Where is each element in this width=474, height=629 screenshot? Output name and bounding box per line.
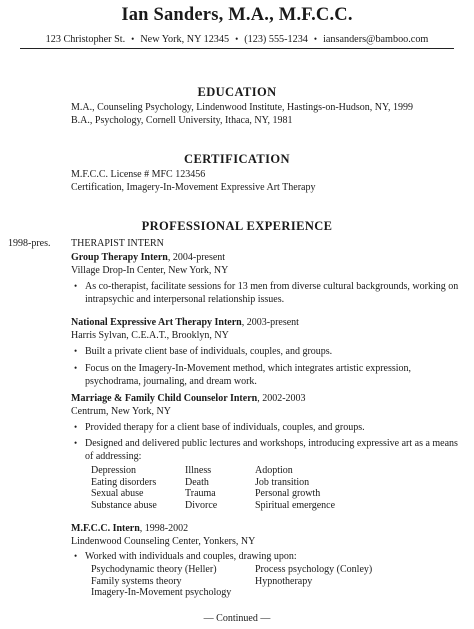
job-place: Centrum, New York, NY	[71, 406, 171, 417]
bullet-separator-icon: •	[235, 34, 239, 44]
job-place: Lindenwood Counseling Center, Yonkers, NY	[71, 536, 256, 547]
topic-item: Depression	[91, 465, 136, 476]
list-item	[71, 280, 466, 306]
education-heading: EDUCATION	[197, 85, 277, 99]
contact-email[interactable]: iansanders@bamboo.com	[323, 34, 429, 45]
experience-dates: 1998-pres.	[8, 238, 51, 249]
topic-item: Sexual abuse	[91, 488, 144, 499]
topic-item: Imagery-In-Movement psychology	[91, 587, 232, 598]
bullet-separator-icon: •	[131, 34, 135, 44]
job-family-counselor	[71, 392, 466, 513]
topic-item: Illness	[185, 465, 212, 476]
topic-item: Substance abuse	[91, 499, 157, 511]
certification-line: Certification, Imagery-In-Movement Expressive Art Therapy	[71, 182, 316, 193]
contact-line	[0, 34, 474, 45]
topic-item: Eating disorders	[91, 476, 157, 488]
bullet-icon: •	[74, 281, 78, 291]
job-art-therapy	[71, 316, 466, 388]
topic-item: Spiritual emergence	[255, 499, 336, 511]
topic-item: Adoption	[255, 465, 293, 476]
topic-item: Divorce	[185, 499, 218, 511]
bullet-text: Focus on the Imagery-In-Movement method, which integrates artistic expression, psychodrama, journaling, and dream work.	[85, 363, 412, 387]
bullet-icon: •	[74, 438, 78, 448]
job-group-therapy	[71, 251, 466, 306]
education-line: B.A., Psychology, Cornell University, Ithaca, NY, 1981	[71, 115, 293, 126]
job-title-line	[71, 522, 466, 535]
continued-note: — Continued —	[203, 613, 271, 624]
job-place: Village Drop-In Center, New York, NY	[71, 265, 229, 276]
bullet-text: Provided therapy for a client base of individuals, couples, and groups.	[85, 422, 365, 433]
contact-address: 123 Christopher St.	[45, 34, 126, 45]
job-title-line	[71, 316, 466, 329]
topic-item: Psychodynamic theory (Heller)	[91, 564, 217, 575]
job-title: M.F.C.C. Intern	[71, 523, 140, 534]
job-dates: , 2004-present	[167, 252, 226, 263]
experience-heading: PROFESSIONAL EXPERIENCE	[141, 219, 333, 233]
certification-heading: CERTIFICATION	[184, 152, 290, 166]
resume-name: Ian Sanders, M.A., M.F.C.C.	[121, 5, 353, 25]
education-section	[71, 101, 466, 127]
topic-item: Job transition	[255, 476, 310, 488]
job-title: National Expressive Art Therapy Intern	[71, 317, 242, 328]
job-dates: , 2003-present	[241, 317, 299, 328]
certification-line: M.F.C.C. License # MFC 123456	[71, 169, 206, 180]
contact-city: New York, NY 12345	[140, 34, 230, 45]
topic-item: Process psychology (Conley)	[255, 564, 373, 575]
topics-grid	[71, 465, 466, 513]
topic-item: Hypnotherapy	[255, 575, 313, 587]
bullet-icon: •	[74, 422, 78, 432]
topic-item: Trauma	[185, 488, 216, 499]
bullet-text: As co-therapist, facilitate sessions for 13 men from diverse cultural backgrounds, working on intrapsychic and interpersonal relationship issues.	[85, 281, 459, 305]
topic-item: Death	[185, 476, 209, 488]
topic-item: Family systems theory	[91, 575, 182, 587]
bullet-separator-icon: •	[313, 34, 318, 44]
bullet-icon: •	[74, 346, 78, 356]
topic-item: Personal growth	[255, 488, 321, 499]
topics-grid	[71, 564, 466, 600]
job-title-line	[71, 392, 466, 405]
bullet-icon: •	[74, 551, 78, 561]
list-item	[71, 421, 466, 434]
list-item	[71, 437, 466, 463]
list-item	[71, 362, 466, 388]
job-place: Harris Sylvan, C.E.A.T., Brooklyn, NY	[71, 330, 229, 341]
job-title: Group Therapy Intern	[71, 252, 168, 263]
list-item	[71, 550, 466, 563]
job-title-line	[71, 251, 466, 264]
job-dates: , 1998-2002	[139, 523, 189, 534]
job-mfcc-intern	[71, 522, 466, 600]
certification-section	[71, 168, 466, 194]
contact-phone: (123) 555-1234	[244, 34, 308, 45]
list-item	[71, 345, 466, 358]
header-divider	[20, 48, 454, 49]
bullet-text: Designed and delivered public lectures and workshops, introducing expressive art as a means of addressing:	[85, 438, 458, 462]
job-title: Marriage & Family Child Counselor Intern	[71, 393, 258, 404]
bullet-text: Worked with individuals and couples, drawing upon:	[85, 551, 297, 562]
job-dates: , 2002-2003	[257, 393, 306, 404]
education-line: M.A., Counseling Psychology, Lindenwood Institute, Hastings-on-Hudson, NY, 1999	[71, 102, 413, 113]
experience-role: THERAPIST INTERN	[71, 238, 164, 249]
bullet-icon: •	[74, 363, 78, 373]
bullet-text: Built a private client base of individuals, couples, and groups.	[85, 346, 333, 357]
